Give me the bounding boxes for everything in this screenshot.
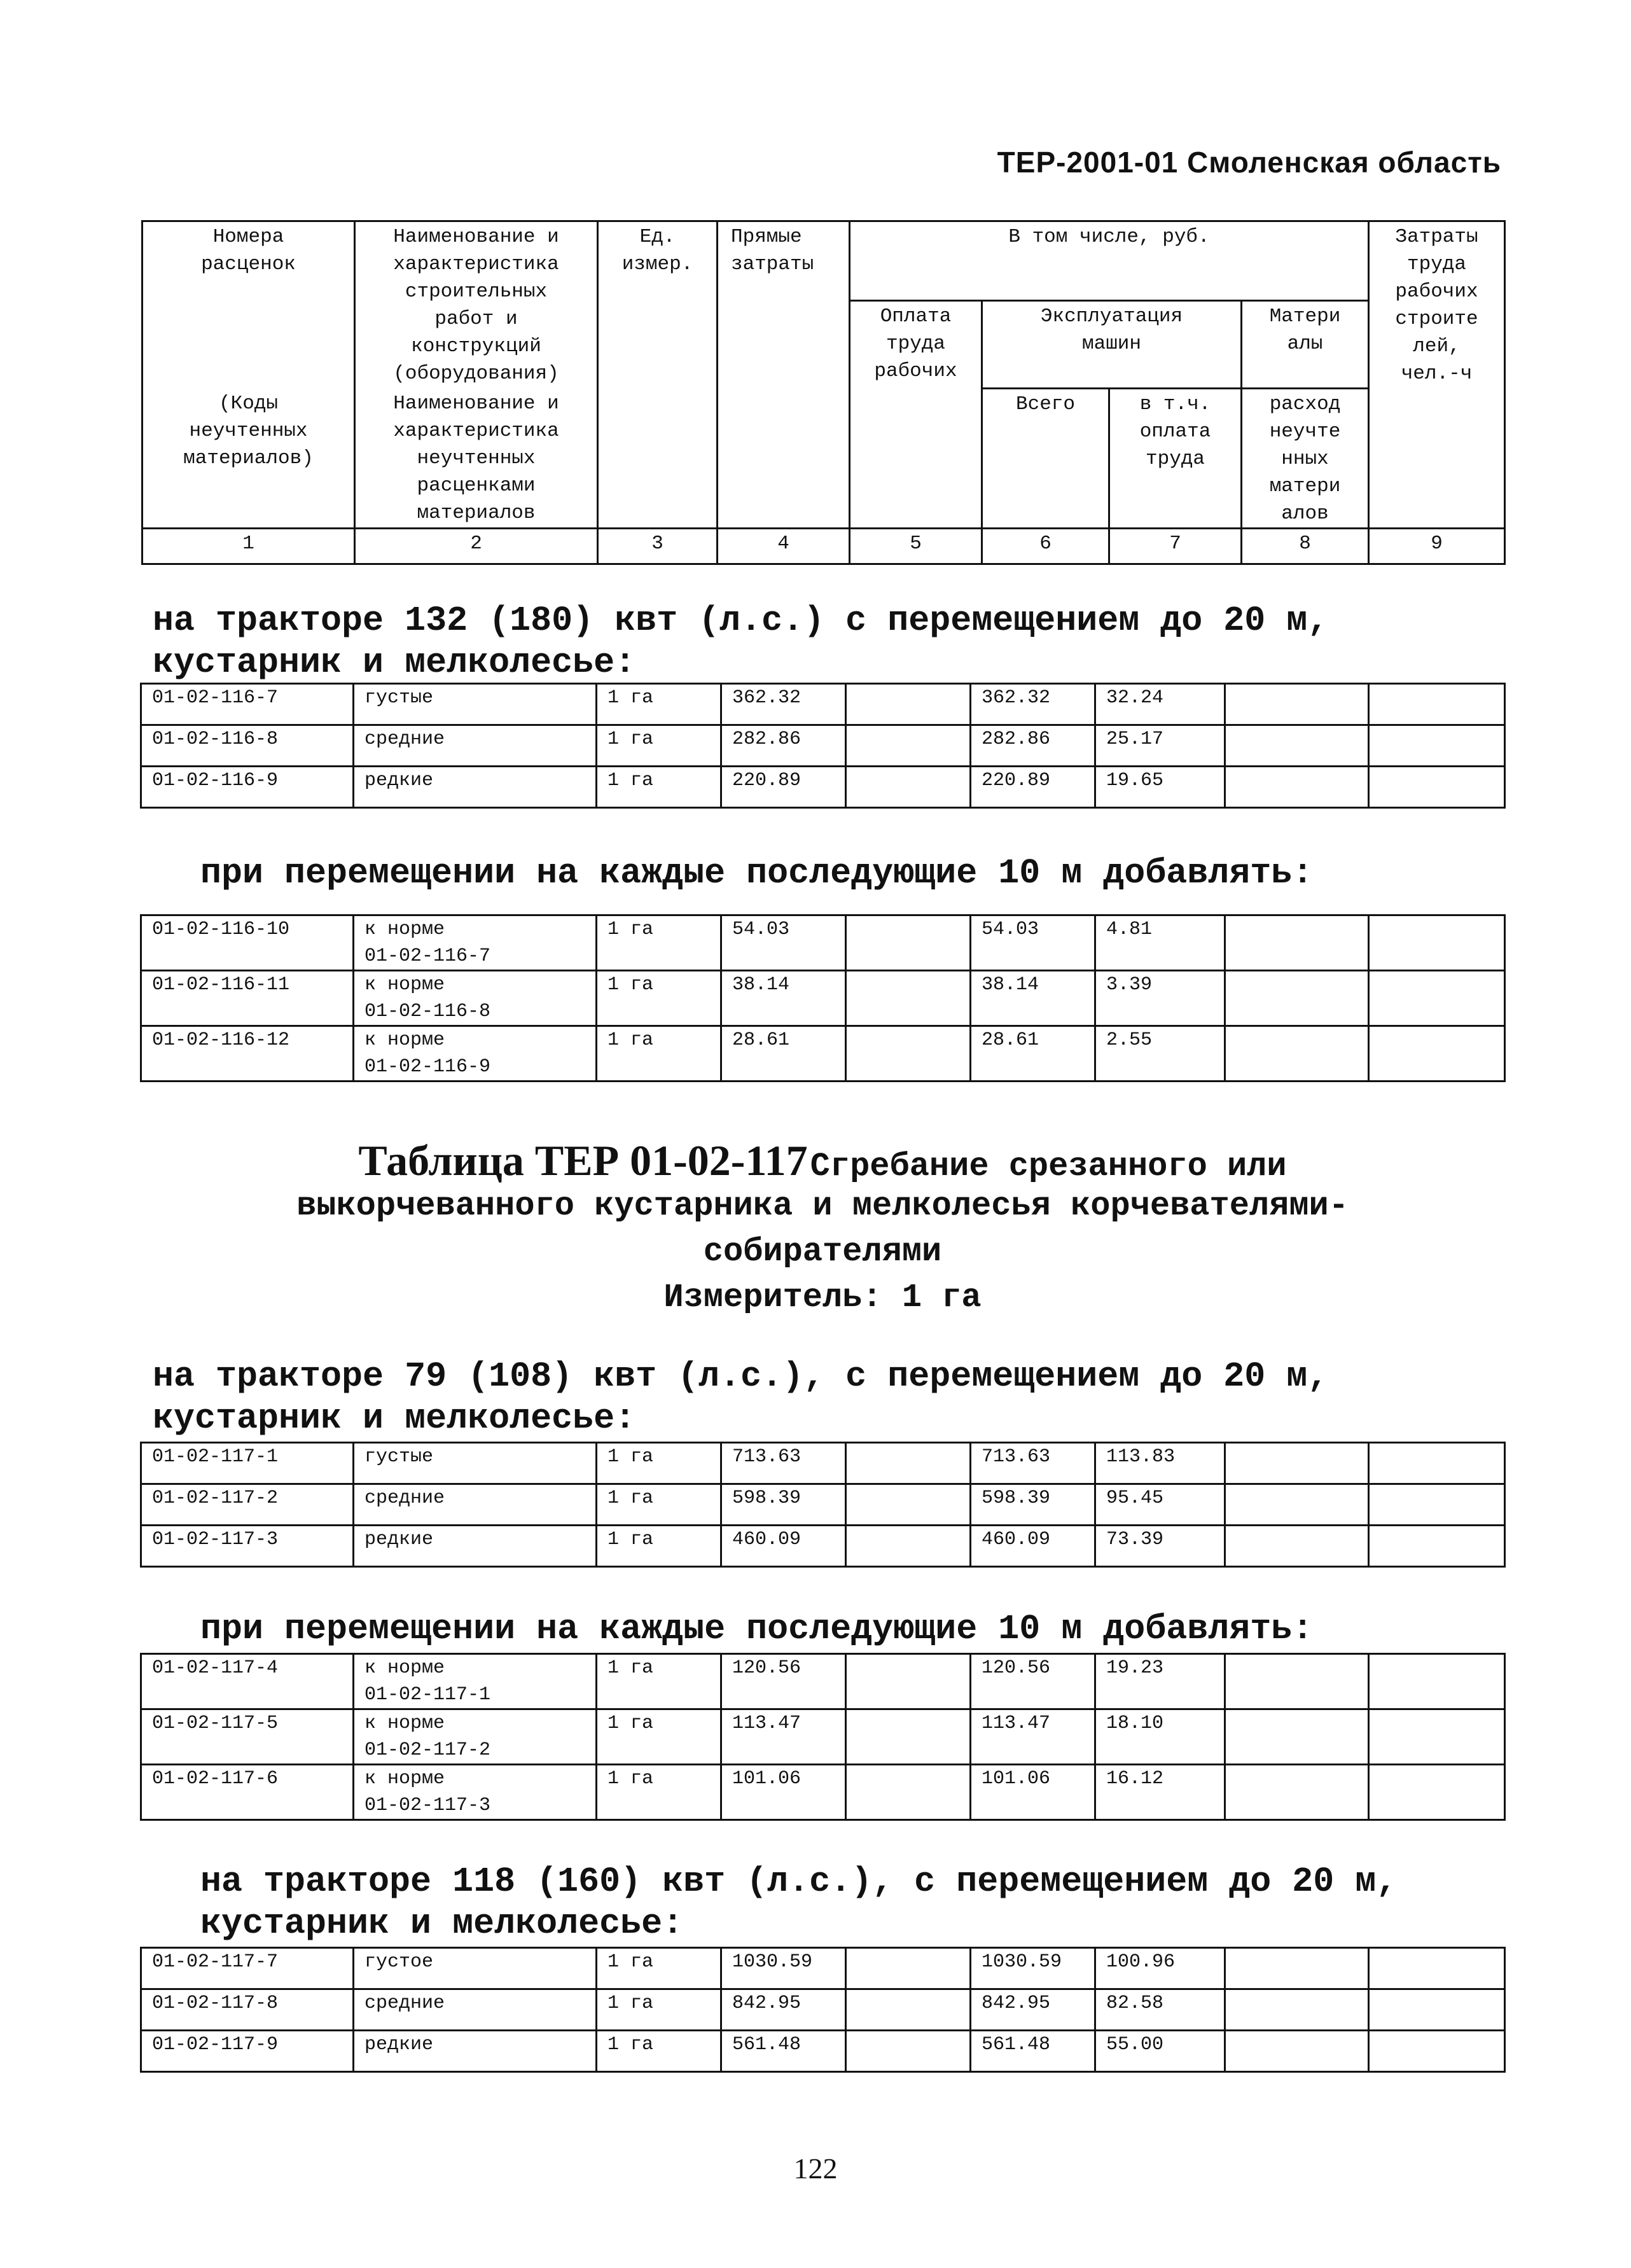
materials-cell	[1225, 1654, 1369, 1709]
worker-pay-cell	[846, 684, 971, 725]
direct-costs-cell: 54.03	[721, 915, 846, 971]
rate-code-cell: 01-02-117-8	[141, 1989, 354, 2031]
labor-hours-cell	[1369, 971, 1505, 1026]
col-header-materials: Матери алы	[1242, 301, 1369, 389]
table-title-prefix: Таблица ТЕР 01-02-117	[358, 1136, 808, 1185]
rate-code-cell: 01-02-116-10	[141, 915, 354, 971]
rate-code-cell: 01-02-117-2	[141, 1484, 354, 1526]
machine-labor-cell: 55.00	[1095, 2031, 1225, 2072]
document-header: ТЕР-2001-01 Смоленская область	[997, 146, 1501, 179]
table-measure: Измеритель: 1 га	[663, 1279, 982, 1316]
col-number-7: 7	[1109, 529, 1242, 564]
table-row	[141, 971, 1505, 1026]
col-header-machine-operation: Эксплуатация машин	[982, 301, 1242, 389]
direct-costs-cell: 113.47	[721, 1709, 846, 1765]
machine-labor-cell: 100.96	[1095, 1948, 1225, 1989]
table-title-name: Сгребание срезанного или	[810, 1148, 1287, 1185]
rate-code-cell: 01-02-117-1	[141, 1443, 354, 1484]
machine-total-cell: 101.06	[971, 1765, 1095, 1820]
col-header-labor-hours: Затраты труда рабочих строите лей, чел.-ч	[1369, 221, 1505, 529]
machine-labor-cell: 19.23	[1095, 1654, 1225, 1709]
labor-hours-cell	[1369, 1654, 1505, 1709]
work-name-cell: к норме 01-02-116-8	[354, 971, 597, 1026]
direct-costs-cell: 362.32	[721, 684, 846, 725]
worker-pay-cell	[846, 1443, 971, 1484]
materials-cell	[1225, 1989, 1369, 2031]
rates-table	[140, 683, 1506, 809]
unit-cell: 1 га	[597, 684, 721, 725]
labor-hours-cell	[1369, 1484, 1505, 1526]
materials-cell	[1225, 1526, 1369, 1567]
direct-costs-cell: 28.61	[721, 1026, 846, 1082]
rate-code-cell: 01-02-116-8	[141, 725, 354, 767]
worker-pay-cell	[846, 1765, 971, 1820]
unit-cell: 1 га	[597, 915, 721, 971]
worker-pay-cell	[846, 1526, 971, 1567]
rates-table	[140, 1442, 1506, 1568]
work-name-cell: редкие	[354, 1526, 597, 1567]
rates-table	[140, 1947, 1506, 2073]
unit-cell: 1 га	[597, 1026, 721, 1082]
machine-total-cell: 120.56	[971, 1654, 1095, 1709]
machine-labor-cell: 82.58	[1095, 1989, 1225, 2031]
rate-code-cell: 01-02-117-5	[141, 1709, 354, 1765]
worker-pay-cell	[846, 1484, 971, 1526]
work-name-cell: к норме 01-02-116-9	[354, 1026, 597, 1082]
machine-total-cell: 38.14	[971, 971, 1095, 1026]
machine-total-cell: 713.63	[971, 1443, 1095, 1484]
labor-hours-cell	[1369, 1989, 1505, 2031]
col-number-9: 9	[1369, 529, 1505, 564]
page-number: 122	[793, 2152, 838, 2185]
materials-cell	[1225, 684, 1369, 725]
col-header-machine-labor: в т.ч. оплата труда	[1109, 389, 1242, 529]
col-number-3: 3	[598, 529, 718, 564]
machine-total-cell: 362.32	[971, 684, 1095, 725]
table-row	[141, 1526, 1505, 1567]
table-row	[141, 2031, 1505, 2072]
materials-cell	[1225, 2031, 1369, 2072]
col-header-unit: Ед. измер.	[598, 221, 718, 529]
machine-labor-cell: 73.39	[1095, 1526, 1225, 1567]
table-row	[141, 1989, 1505, 2031]
worker-pay-cell	[846, 2031, 971, 2072]
materials-cell	[1225, 1765, 1369, 1820]
table-row	[141, 767, 1505, 808]
unit-cell: 1 га	[597, 767, 721, 808]
worker-pay-cell	[846, 915, 971, 971]
direct-costs-cell: 561.48	[721, 2031, 846, 2072]
section-title: при перемещении на каждые последующие 10 м добавлять:	[200, 853, 1314, 893]
table-row	[141, 1443, 1505, 1484]
machine-total-cell: 1030.59	[971, 1948, 1095, 1989]
table-row	[141, 915, 1505, 971]
materials-cell	[1225, 1026, 1369, 1082]
labor-hours-cell	[1369, 767, 1505, 808]
table-row	[141, 725, 1505, 767]
direct-costs-cell: 282.86	[721, 725, 846, 767]
direct-costs-cell: 38.14	[721, 971, 846, 1026]
table-row	[141, 1484, 1505, 1526]
machine-total-cell: 282.86	[971, 725, 1095, 767]
direct-costs-cell: 120.56	[721, 1654, 846, 1709]
materials-cell	[1225, 767, 1369, 808]
machine-labor-cell: 25.17	[1095, 725, 1225, 767]
materials-cell	[1225, 1484, 1369, 1526]
machine-labor-cell: 95.45	[1095, 1484, 1225, 1526]
rate-code-cell: 01-02-116-11	[141, 971, 354, 1026]
rate-code-cell: 01-02-117-6	[141, 1765, 354, 1820]
machine-total-cell: 842.95	[971, 1989, 1095, 2031]
materials-cell	[1225, 915, 1369, 971]
materials-cell	[1225, 971, 1369, 1026]
worker-pay-cell	[846, 767, 971, 808]
col-number-8: 8	[1242, 529, 1369, 564]
col-header-material-names: Наименование и характеристика неучтенных расценками материалов	[355, 389, 598, 529]
unit-cell: 1 га	[597, 1989, 721, 2031]
labor-hours-cell	[1369, 915, 1505, 971]
work-name-cell: густые	[354, 684, 597, 725]
col-header-name: Наименование и характеристика строительных работ и конструкций (оборудования)	[355, 221, 598, 389]
col-header-material-codes: (Коды неучтенных материалов)	[142, 389, 355, 529]
unit-cell: 1 га	[597, 1709, 721, 1765]
unit-cell: 1 га	[597, 1526, 721, 1567]
machine-total-cell: 220.89	[971, 767, 1095, 808]
machine-labor-cell: 4.81	[1095, 915, 1225, 971]
section-title: при перемещении на каждые последующие 10 м добавлять:	[200, 1609, 1314, 1649]
work-name-cell: редкие	[354, 2031, 597, 2072]
work-name-cell: средние	[354, 1989, 597, 2031]
machine-total-cell: 598.39	[971, 1484, 1095, 1526]
col-header-worker-pay: Оплата труда рабочих	[850, 301, 982, 529]
machine-labor-cell: 113.83	[1095, 1443, 1225, 1484]
rate-code-cell: 01-02-116-9	[141, 767, 354, 808]
col-header-code: Номера расценок	[142, 221, 355, 389]
col-number-4: 4	[718, 529, 850, 564]
table-row	[141, 1709, 1505, 1765]
direct-costs-cell: 842.95	[721, 1989, 846, 2031]
worker-pay-cell	[846, 725, 971, 767]
rate-code-cell: 01-02-116-12	[141, 1026, 354, 1082]
work-name-cell: к норме 01-02-117-2	[354, 1709, 597, 1765]
unit-cell: 1 га	[597, 1948, 721, 1989]
work-name-cell: редкие	[354, 767, 597, 808]
direct-costs-cell: 101.06	[721, 1765, 846, 1820]
direct-costs-cell: 460.09	[721, 1526, 846, 1567]
section-title: на тракторе 132 (180) квт (л.с.) с перемещением до 20 м, кустарник и мелколесье:	[153, 601, 1329, 683]
direct-costs-cell: 598.39	[721, 1484, 846, 1526]
work-name-cell: к норме 01-02-117-3	[354, 1765, 597, 1820]
machine-total-cell: 54.03	[971, 915, 1095, 971]
machine-labor-cell: 16.12	[1095, 1765, 1225, 1820]
direct-costs-cell: 1030.59	[721, 1948, 846, 1989]
materials-cell	[1225, 1443, 1369, 1484]
col-header-group: В том числе, руб.	[850, 221, 1369, 301]
section-title: на тракторе 118 (160) квт (л.с.), с перемещением до 20 м, кустарник и мелколесье:	[200, 1861, 1398, 1944]
rate-code-cell: 01-02-117-3	[141, 1526, 354, 1567]
machine-labor-cell: 19.65	[1095, 767, 1225, 808]
machine-labor-cell: 2.55	[1095, 1026, 1225, 1082]
rate-code-cell: 01-02-116-7	[141, 684, 354, 725]
machine-total-cell: 460.09	[971, 1526, 1095, 1567]
unit-cell: 1 га	[597, 1654, 721, 1709]
work-name-cell: средние	[354, 1484, 597, 1526]
table-title	[141, 1137, 1504, 1321]
labor-hours-cell	[1369, 725, 1505, 767]
worker-pay-cell	[846, 1709, 971, 1765]
work-name-cell: густые	[354, 1443, 597, 1484]
worker-pay-cell	[846, 1026, 971, 1082]
col-number-2: 2	[355, 529, 598, 564]
materials-cell	[1225, 1709, 1369, 1765]
table-row	[141, 1026, 1505, 1082]
rates-table	[140, 914, 1506, 1082]
unit-cell: 1 га	[597, 1484, 721, 1526]
worker-pay-cell	[846, 1989, 971, 2031]
labor-hours-cell	[1369, 1526, 1505, 1567]
labor-hours-cell	[1369, 2031, 1505, 2072]
worker-pay-cell	[846, 1654, 971, 1709]
rate-code-cell: 01-02-117-4	[141, 1654, 354, 1709]
work-name-cell: средние	[354, 725, 597, 767]
worker-pay-cell	[846, 971, 971, 1026]
labor-hours-cell	[1369, 1709, 1505, 1765]
col-header-machine-total: Всего	[982, 389, 1109, 529]
col-number-5: 5	[850, 529, 982, 564]
table-title-name-line3: собирателями	[703, 1233, 942, 1270]
table-row	[141, 1654, 1505, 1709]
work-name-cell: густое	[354, 1948, 597, 1989]
rate-code-cell: 01-02-117-9	[141, 2031, 354, 2072]
direct-costs-cell: 220.89	[721, 767, 846, 808]
work-name-cell: к норме 01-02-116-7	[354, 915, 597, 971]
labor-hours-cell	[1369, 1026, 1505, 1082]
labor-hours-cell	[1369, 1948, 1505, 1989]
direct-costs-cell: 713.63	[721, 1443, 846, 1484]
labor-hours-cell	[1369, 684, 1505, 725]
unit-cell: 1 га	[597, 1443, 721, 1484]
machine-labor-cell: 3.39	[1095, 971, 1225, 1026]
col-number-1: 1	[142, 529, 355, 564]
labor-hours-cell	[1369, 1765, 1505, 1820]
section-title: на тракторе 79 (108) квт (л.с.), с перемещением до 20 м, кустарник и мелколесье:	[153, 1356, 1329, 1438]
materials-cell	[1225, 725, 1369, 767]
col-header-direct-costs: Прямые затраты	[718, 221, 850, 529]
table-row	[141, 684, 1505, 725]
table-title-name-line2: выкорчеванного кустарника и мелколесья корчевателями-	[296, 1187, 1349, 1225]
materials-cell	[1225, 1948, 1369, 1989]
unit-cell: 1 га	[597, 1765, 721, 1820]
machine-labor-cell: 32.24	[1095, 684, 1225, 725]
unit-cell: 1 га	[597, 725, 721, 767]
work-name-cell: к норме 01-02-117-1	[354, 1654, 597, 1709]
machine-total-cell: 28.61	[971, 1026, 1095, 1082]
labor-hours-cell	[1369, 1443, 1505, 1484]
machine-total-cell: 113.47	[971, 1709, 1095, 1765]
table-row	[141, 1765, 1505, 1820]
unit-cell: 1 га	[597, 971, 721, 1026]
machine-total-cell: 561.48	[971, 2031, 1095, 2072]
worker-pay-cell	[846, 1948, 971, 1989]
machine-labor-cell: 18.10	[1095, 1709, 1225, 1765]
column-header-table	[141, 220, 1506, 565]
col-header-material-usage: расход неучте нных матери алов	[1242, 389, 1369, 529]
rate-code-cell: 01-02-117-7	[141, 1948, 354, 1989]
rates-table	[140, 1653, 1506, 1821]
table-row	[141, 1948, 1505, 1989]
col-number-6: 6	[982, 529, 1109, 564]
unit-cell: 1 га	[597, 2031, 721, 2072]
